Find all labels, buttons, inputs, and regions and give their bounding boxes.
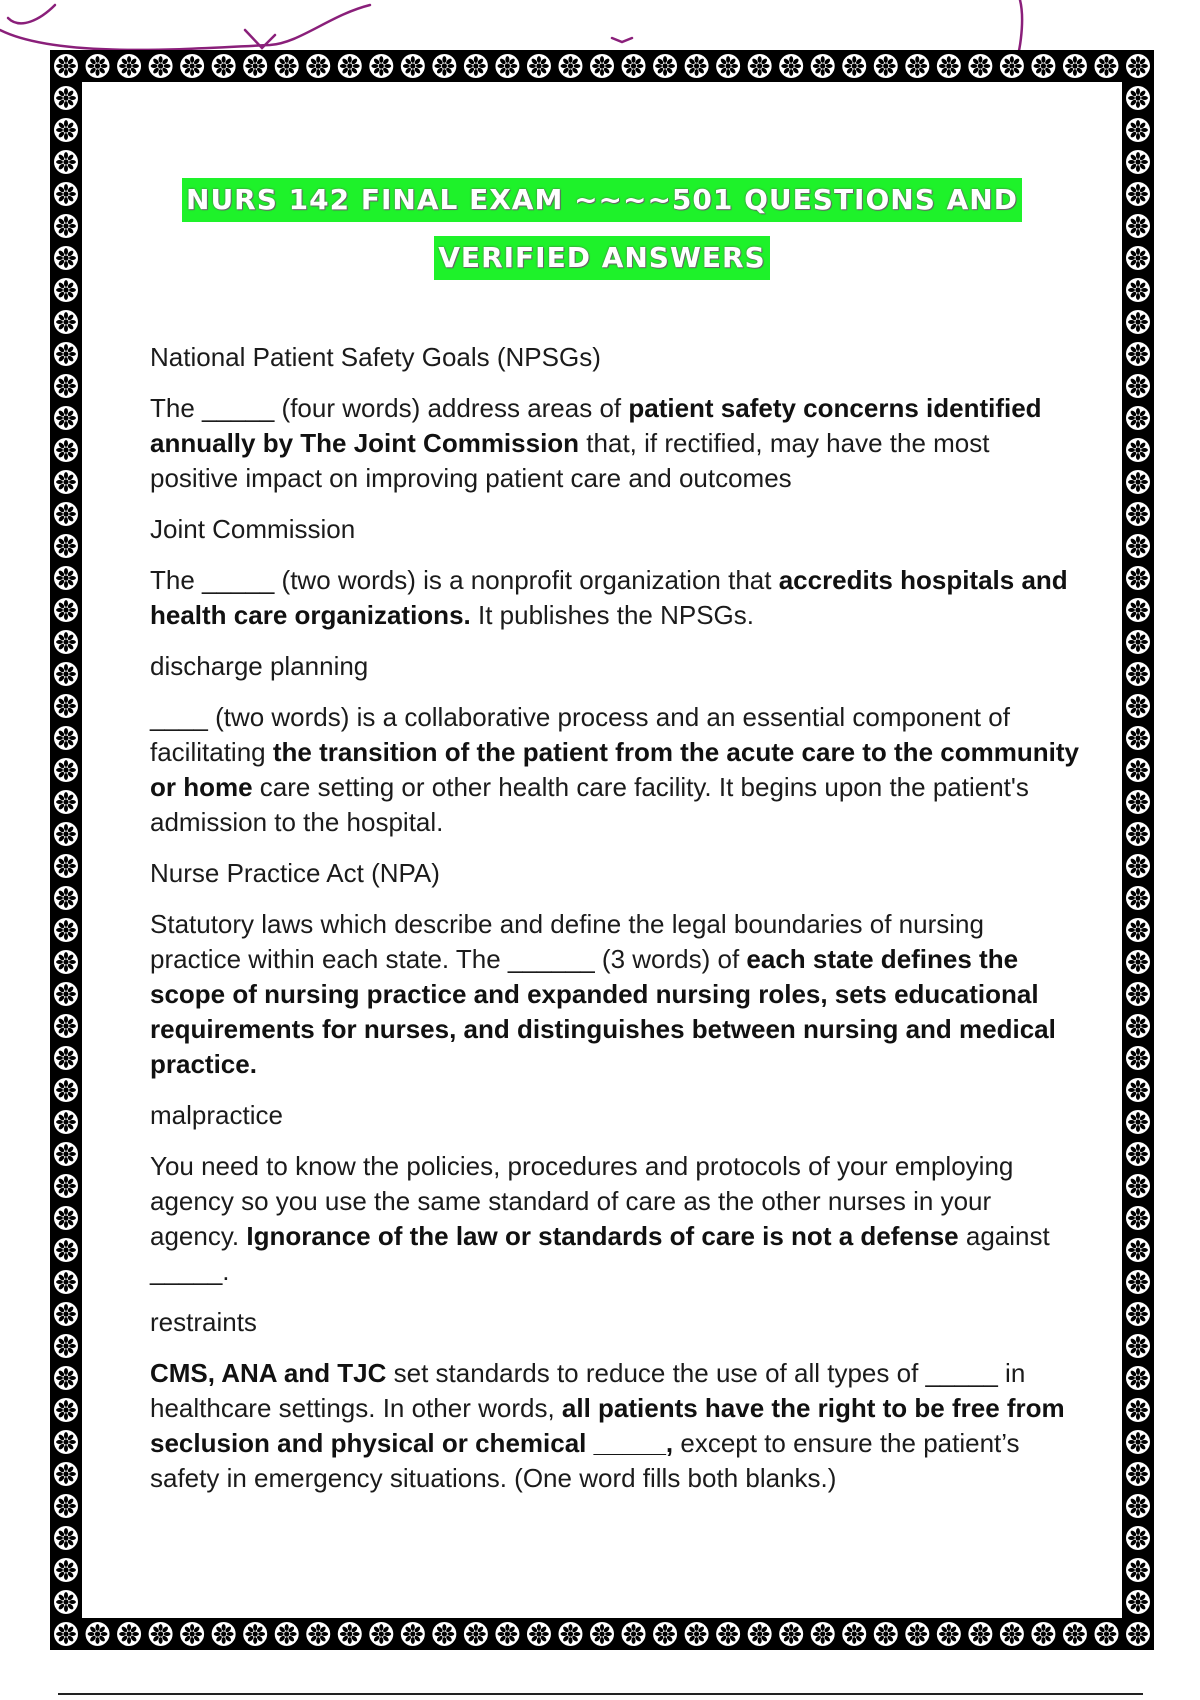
flower-icon: [1126, 790, 1150, 814]
flower-icon: [369, 1622, 393, 1646]
flower-icon: [54, 118, 78, 142]
flower-icon: [54, 182, 78, 206]
flower-icon: [54, 54, 78, 78]
document-title: [82, 178, 1122, 280]
flower-icon: [54, 1334, 78, 1358]
flower-icon: [54, 1494, 78, 1518]
flower-icon: [1126, 1142, 1150, 1166]
flower-icon: [1126, 1174, 1150, 1198]
flashcard-term: discharge planning: [150, 651, 369, 681]
flower-icon: [1126, 854, 1150, 878]
flower-icon: [54, 630, 78, 654]
flower-icon: [54, 1590, 78, 1614]
title-line-2: VERIFIED ANSWERS: [434, 236, 769, 280]
flashcard-term: Joint Commission: [150, 514, 356, 544]
flower-icon: [1126, 1590, 1150, 1614]
flower-icon: [117, 54, 141, 78]
flower-icon: [149, 54, 173, 78]
flower-icon: [874, 1622, 898, 1646]
flower-icon: [1126, 758, 1150, 782]
flower-icon: [54, 278, 78, 302]
definition-text-segment: The _____ (four words) address areas of: [150, 393, 629, 423]
flower-icon: [968, 1622, 992, 1646]
flower-icon: [117, 1622, 141, 1646]
flower-icon: [54, 342, 78, 366]
flower-icon: [811, 1622, 835, 1646]
flower-icon: [1126, 1430, 1150, 1454]
flower-icon: [779, 54, 803, 78]
flower-icon: [54, 374, 78, 398]
flower-icon: [1126, 1110, 1150, 1134]
flower-icon: [54, 1622, 78, 1646]
flower-icon: [716, 1622, 740, 1646]
flower-icon: [54, 662, 78, 686]
definition-text-segment: care setting or other health care facility. It begins upon the patient's admission to the hospital.: [150, 772, 1029, 837]
flower-icon: [1126, 1302, 1150, 1326]
flashcard-definition: [150, 907, 1080, 1082]
flashcard-definition: [150, 1149, 1080, 1289]
annotation-tick-4: [612, 38, 632, 42]
flower-icon: [1126, 86, 1150, 110]
flower-icon: [1126, 502, 1150, 526]
flower-icon: [275, 54, 299, 78]
flower-icon: [1126, 1462, 1150, 1486]
flower-icon: [338, 54, 362, 78]
flower-icon: [653, 54, 677, 78]
flower-icon: [275, 1622, 299, 1646]
flower-icon: [495, 1622, 519, 1646]
flashcard-definition: [150, 391, 1080, 496]
flower-icon: [54, 438, 78, 462]
flower-icon: [86, 1622, 110, 1646]
definition-text-segment: The _____ (two words) is a nonprofit organization that: [150, 565, 779, 595]
flower-icon: [401, 1622, 425, 1646]
flashcard-definition: [150, 1356, 1080, 1496]
flashcard-term: malpractice: [150, 1100, 283, 1130]
flower-icon: [54, 566, 78, 590]
flower-icon: [86, 54, 110, 78]
flower-icon: [527, 54, 551, 78]
flashcard-term: restraints: [150, 1307, 257, 1337]
flower-icon: [1126, 246, 1150, 270]
flower-icon: [54, 950, 78, 974]
definition-bold-segment: CMS, ANA and TJC: [150, 1358, 387, 1388]
flower-icon: [54, 406, 78, 430]
flower-icon: [558, 54, 582, 78]
title-line-1: NURS 142 FINAL EXAM ~~~~501 QUESTIONS AND: [182, 178, 1022, 222]
flower-icon: [1126, 918, 1150, 942]
flower-icon: [937, 1622, 961, 1646]
page-content-area: [82, 82, 1122, 1618]
bottom-divider: [58, 1693, 1143, 1695]
flower-icon: [1126, 566, 1150, 590]
flower-icon: [1126, 886, 1150, 910]
flashcard-definition: [150, 700, 1080, 840]
flower-icon: [1126, 406, 1150, 430]
flower-icon: [495, 54, 519, 78]
flashcard-term: Nurse Practice Act (NPA): [150, 858, 440, 888]
flower-icon: [1126, 54, 1150, 78]
flower-icon: [54, 150, 78, 174]
definition-text-segment: set standards to reduce the use of all types of _____ in healthcare settings. In other words,: [150, 1358, 1026, 1423]
flower-icon: [1126, 822, 1150, 846]
flower-icon: [1126, 310, 1150, 334]
flower-icon: [1126, 1270, 1150, 1294]
flower-icon: [1094, 54, 1118, 78]
flower-icon: [1126, 662, 1150, 686]
flower-icon: [1000, 1622, 1024, 1646]
flower-icon: [937, 54, 961, 78]
flower-icon: [54, 1558, 78, 1582]
flower-icon: [1126, 1526, 1150, 1550]
flower-icon: [1126, 694, 1150, 718]
flower-icon: [54, 694, 78, 718]
flower-icon: [1126, 1046, 1150, 1070]
flower-icon: [54, 1142, 78, 1166]
flower-icon: [1126, 438, 1150, 462]
flower-icon: [1126, 726, 1150, 750]
flower-icon: [54, 310, 78, 334]
flower-icon: [464, 1622, 488, 1646]
flower-icon: [1126, 118, 1150, 142]
flower-icon: [54, 1430, 78, 1454]
flower-icon: [54, 1174, 78, 1198]
flower-icon: [1126, 950, 1150, 974]
flower-icon: [54, 726, 78, 750]
flower-icon: [1126, 182, 1150, 206]
flower-icon: [1126, 1206, 1150, 1230]
flower-icon: [905, 54, 929, 78]
definition-text-segment: ____ (two words) is a collaborative process and an essential component of facilitating: [150, 702, 1010, 767]
flower-icon: [369, 54, 393, 78]
flower-icon: [54, 1366, 78, 1390]
decorative-page-frame: [50, 50, 1154, 1650]
flower-icon: [1126, 982, 1150, 1006]
flower-icon: [306, 1622, 330, 1646]
flower-icon: [1126, 534, 1150, 558]
flower-icon: [1126, 630, 1150, 654]
flower-icon: [401, 54, 425, 78]
flower-icon: [243, 1622, 267, 1646]
flower-icon: [653, 1622, 677, 1646]
annotation-stroke-topleft: [8, 5, 55, 23]
flower-icon: [1126, 1014, 1150, 1038]
definition-text-segment: You need to know the policies, procedures and protocols of your employing agency so you use the same standard of care as the other nurses in your agency.: [150, 1151, 1014, 1251]
flower-icon: [558, 1622, 582, 1646]
flower-icon: [54, 86, 78, 110]
flower-icon: [54, 502, 78, 526]
definition-text-segment: that, if rectified, may have the most positive impact on improving patient care and outcomes: [150, 428, 990, 493]
flower-icon: [622, 1622, 646, 1646]
flower-icon: [905, 1622, 929, 1646]
annotation-stroke-top: [0, 5, 370, 50]
flower-icon: [527, 1622, 551, 1646]
definition-text-segment: Statutory laws which describe and define the legal boundaries of nursing practice within each state. The ______ (3 words) of: [150, 909, 984, 974]
flower-icon: [1126, 374, 1150, 398]
flower-icon: [842, 1622, 866, 1646]
flower-icon: [1000, 54, 1024, 78]
flower-icon: [779, 1622, 803, 1646]
flower-icon: [1126, 1558, 1150, 1582]
flower-icon: [54, 214, 78, 238]
flower-icon: [432, 1622, 456, 1646]
flower-icon: [1126, 214, 1150, 238]
flower-icon: [54, 1270, 78, 1294]
definition-bold-segment: the transition of the patient from the acute care to the community or home: [150, 737, 1079, 802]
flower-icon: [1126, 1494, 1150, 1518]
flower-icon: [432, 54, 456, 78]
flower-icon: [212, 1622, 236, 1646]
flower-icon: [212, 54, 236, 78]
flower-icon: [54, 982, 78, 1006]
flower-icon: [1126, 1622, 1150, 1646]
flower-icon: [716, 54, 740, 78]
flower-icon: [811, 54, 835, 78]
flower-icon: [54, 1462, 78, 1486]
flower-icon: [1126, 1366, 1150, 1390]
definition-text-segment: against _____.: [150, 1221, 1050, 1286]
flower-icon: [306, 54, 330, 78]
flower-icon: [590, 54, 614, 78]
flower-icon: [54, 1526, 78, 1550]
flashcard-definition: [150, 563, 1080, 633]
flower-icon: [54, 1046, 78, 1070]
flower-icon: [968, 54, 992, 78]
flower-icon: [54, 534, 78, 558]
flower-icon: [1126, 598, 1150, 622]
flower-icon: [54, 918, 78, 942]
flower-icon: [54, 822, 78, 846]
flower-icon: [338, 1622, 362, 1646]
flower-icon: [54, 1206, 78, 1230]
flower-icon: [149, 1622, 173, 1646]
flower-icon: [54, 758, 78, 782]
flashcard-term: National Patient Safety Goals (NPSGs): [150, 342, 601, 372]
flower-icon: [180, 54, 204, 78]
flower-icon: [1063, 54, 1087, 78]
flower-icon: [874, 54, 898, 78]
flower-icon: [54, 854, 78, 878]
flower-icon: [54, 886, 78, 910]
flower-icon: [1126, 1238, 1150, 1262]
flower-icon: [1126, 470, 1150, 494]
flower-icon: [1031, 54, 1055, 78]
flower-icon: [464, 54, 488, 78]
flower-icon: [54, 470, 78, 494]
definition-bold-segment: Ignorance of the law or standards of care is not a defense: [246, 1221, 959, 1251]
definition-bold-segment: patient safety concerns identified annually by The Joint Commission: [150, 393, 1042, 458]
flower-icon: [1126, 342, 1150, 366]
flower-icon: [54, 790, 78, 814]
definition-text-segment: except to ensure the patient’s safety in emergency situations. (One word fills both blanks.): [150, 1428, 1020, 1493]
flower-icon: [1126, 1078, 1150, 1102]
flower-icon: [842, 54, 866, 78]
flower-icon: [685, 54, 709, 78]
flower-icon: [54, 1078, 78, 1102]
flower-icon: [1063, 1622, 1087, 1646]
flower-icon: [54, 598, 78, 622]
flower-icon: [54, 1398, 78, 1422]
flower-icon: [1126, 1398, 1150, 1422]
flower-icon: [1126, 1334, 1150, 1358]
flower-icon: [54, 1302, 78, 1326]
definition-bold-segment: all patients have the right to be free from seclusion and physical or chemical _____,: [150, 1393, 1065, 1458]
flower-icon: [54, 1110, 78, 1134]
flower-icon: [1094, 1622, 1118, 1646]
flower-icon: [748, 1622, 772, 1646]
flower-icon: [180, 1622, 204, 1646]
flower-icon: [1031, 1622, 1055, 1646]
definition-text-segment: It publishes the NPSGs.: [470, 600, 754, 630]
flower-icon: [590, 1622, 614, 1646]
flower-icon: [54, 246, 78, 270]
flower-icon: [243, 54, 267, 78]
definition-bold-segment: accredits hospitals and health care organizations.: [150, 565, 1068, 630]
flower-icon: [622, 54, 646, 78]
flower-icon: [748, 54, 772, 78]
flower-icon: [54, 1014, 78, 1038]
flower-icon: [1126, 150, 1150, 174]
definition-bold-segment: each state defines the scope of nursing practice and expanded nursing roles, sets educational requirements for nurses, and distinguishes between nursing and medical practice.: [150, 944, 1056, 1079]
flower-icon: [1126, 278, 1150, 302]
annotation-stroke-check: [245, 30, 275, 48]
flashcard-list: [150, 340, 1080, 1512]
flower-icon: [685, 1622, 709, 1646]
flower-icon: [54, 1238, 78, 1262]
